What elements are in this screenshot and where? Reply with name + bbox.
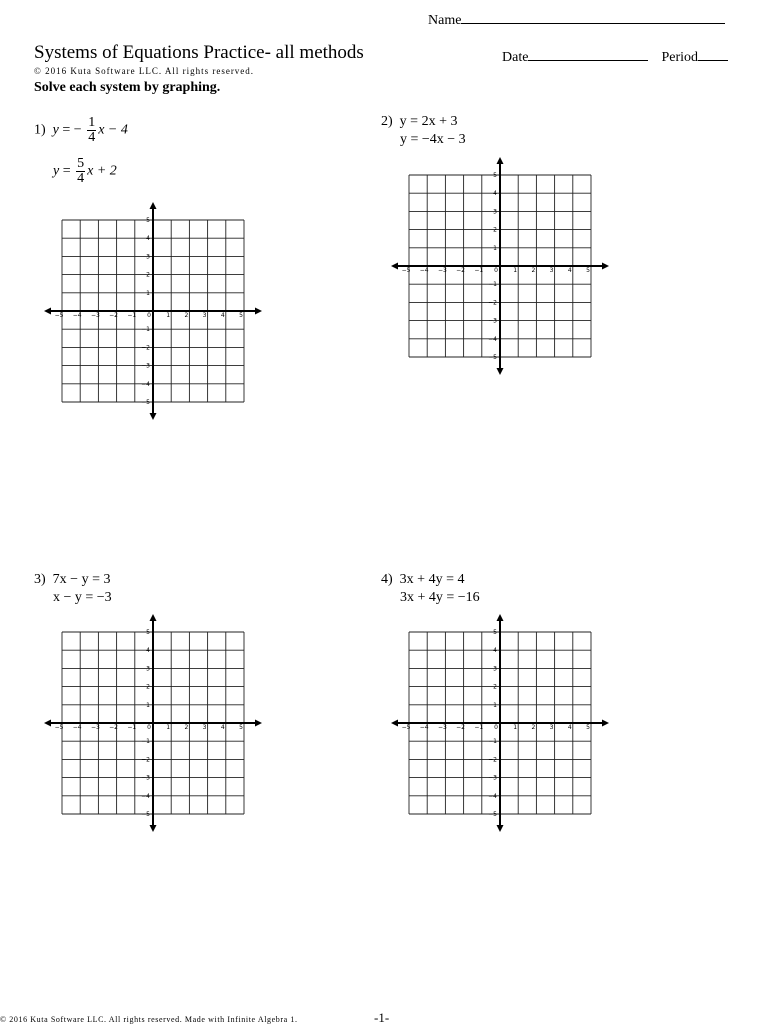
x-tick-label: −1 — [474, 267, 484, 274]
problem-4-eq1: 3x + 4y = 4 — [399, 572, 465, 587]
y-tick-label: 4 — [493, 190, 497, 198]
y-tick-label: −5 — [141, 811, 150, 818]
y-tick-label: 4 — [146, 647, 150, 655]
y-tick-label: 3 — [146, 665, 150, 673]
x-tick-label: 1 — [166, 724, 171, 731]
x-axis-arrow-left — [44, 308, 51, 315]
y-tick-label: −4 — [141, 380, 150, 388]
x-axis-arrow-right — [602, 263, 609, 270]
x-tick-label: 2 — [184, 312, 189, 319]
eq-rest: x − 4 — [98, 122, 128, 138]
x-tick-label: 2 — [531, 724, 536, 731]
name-blank[interactable] — [461, 10, 725, 24]
y-tick-label: 2 — [146, 271, 150, 279]
x-tick-label: 2 — [184, 724, 189, 731]
y-tick-label: −1 — [141, 326, 150, 334]
y-tick-label: 5 — [146, 629, 150, 636]
problem-1-eq1 — [34, 116, 128, 145]
y-axis-arrow-down — [150, 825, 157, 832]
y-tick-label: −4 — [141, 792, 150, 800]
y-axis-arrow-up — [150, 614, 157, 621]
x-tick-label: −5 — [54, 312, 64, 319]
x-tick-label: 3 — [202, 724, 207, 731]
problem-3-number: 3) — [34, 572, 46, 587]
footer-copyright: © 2016 Kuta Software LLC. All rights reserved. Made with Infinite Algebra 1. — [0, 1015, 298, 1024]
y-tick-label: 2 — [146, 683, 150, 691]
y-tick-label: 5 — [146, 217, 150, 224]
eq-sign: = − — [62, 122, 82, 138]
problem-4-number: 4) — [381, 572, 393, 587]
x-tick-label: 5 — [239, 312, 243, 319]
x-tick-label: 4 — [220, 312, 225, 319]
x-axis-arrow-left — [391, 263, 398, 270]
problem-2-eq2: y = −4x − 3 — [400, 132, 466, 147]
graph-grid-2[interactable] — [389, 155, 607, 377]
y-tick-label: −3 — [141, 774, 150, 782]
name-field[interactable] — [428, 10, 725, 29]
x-tick-label: −4 — [72, 312, 82, 319]
y-tick-label: −3 — [488, 317, 497, 325]
fraction: $\frac{5}{4}$ — [77, 156, 85, 186]
x-tick-label: 3 — [549, 724, 554, 731]
x-tick-label: 5 — [586, 724, 590, 731]
y-tick-label: 1 — [493, 701, 497, 709]
y-axis-arrow-down — [497, 368, 504, 375]
eq-sign: = — [62, 163, 71, 179]
worksheet-title: Systems of Equations Practice- all methods — [34, 42, 364, 63]
x-tick-label: −3 — [437, 724, 447, 731]
x-tick-label: 0 — [494, 724, 498, 731]
graph-grid-4[interactable] — [389, 612, 607, 834]
problem-2-eq1: y = 2x + 3 — [399, 114, 458, 129]
x-tick-label: −4 — [72, 724, 82, 731]
x-tick-label: −1 — [127, 724, 137, 731]
x-tick-label: 0 — [147, 312, 151, 319]
eq-rest: x + 2 — [87, 163, 117, 179]
x-tick-label: 2 — [531, 267, 536, 274]
x-tick-label: −1 — [474, 724, 484, 731]
problem-2 — [381, 113, 466, 149]
y-tick-label: −2 — [141, 756, 150, 764]
y-tick-label: −2 — [488, 299, 497, 307]
date-blank[interactable] — [528, 47, 648, 61]
x-tick-label: −5 — [401, 267, 411, 274]
x-tick-label: −5 — [401, 724, 411, 731]
y-tick-label: −5 — [141, 399, 150, 406]
y-tick-label: 2 — [493, 226, 497, 234]
x-tick-label: −2 — [456, 267, 466, 274]
x-tick-label: −1 — [127, 312, 137, 319]
x-axis-arrow-left — [391, 720, 398, 727]
x-tick-label: −3 — [90, 312, 100, 319]
x-tick-label: 1 — [513, 724, 518, 731]
y-axis-arrow-up — [150, 202, 157, 209]
x-tick-label: −2 — [109, 724, 119, 731]
y-tick-label: −1 — [488, 281, 497, 289]
problem-3 — [34, 571, 112, 607]
x-tick-label: −4 — [419, 724, 429, 731]
x-tick-label: 0 — [494, 267, 498, 274]
name-label: Name — [428, 13, 462, 28]
y-tick-label: 1 — [146, 289, 150, 297]
x-tick-label: −3 — [437, 267, 447, 274]
x-axis-arrow-right — [255, 308, 262, 315]
x-tick-label: 3 — [202, 312, 207, 319]
x-tick-label: 1 — [166, 312, 171, 319]
coordinate-plane[interactable] — [389, 612, 607, 834]
problem-3-eq2: x − y = −3 — [53, 590, 112, 605]
eq-var: y — [53, 163, 60, 179]
x-tick-label: 1 — [513, 267, 518, 274]
date-label: Date — [502, 50, 529, 65]
x-axis-arrow-right — [602, 720, 609, 727]
y-tick-label: −3 — [141, 362, 150, 370]
problem-4-eq2: 3x + 4y = −16 — [400, 590, 480, 605]
date-period-row — [502, 47, 728, 66]
graph-grid-1[interactable] — [42, 200, 260, 422]
y-tick-label: −3 — [488, 774, 497, 782]
x-tick-label: 3 — [549, 267, 554, 274]
x-tick-label: −2 — [456, 724, 466, 731]
y-axis-arrow-down — [497, 825, 504, 832]
y-tick-label: −5 — [488, 354, 497, 361]
x-axis-arrow-left — [44, 720, 51, 727]
y-tick-label: −4 — [488, 335, 497, 343]
coordinate-plane[interactable] — [389, 155, 607, 377]
y-tick-label: −1 — [488, 738, 497, 746]
period-label: Period — [661, 50, 698, 65]
y-tick-label: 3 — [493, 208, 497, 216]
copyright-notice: © 2016 Kuta Software LLC. All rights reserved. — [34, 66, 255, 76]
x-tick-label: −2 — [109, 312, 119, 319]
eq-var: y — [52, 122, 59, 138]
y-tick-label: −4 — [488, 792, 497, 800]
coordinate-plane[interactable] — [42, 612, 260, 834]
problem-1-eq2 — [53, 157, 117, 186]
instructions: Solve each system by graphing. — [34, 80, 221, 95]
x-tick-label: 4 — [567, 267, 572, 274]
x-tick-label: −5 — [54, 724, 64, 731]
y-tick-label: 5 — [493, 172, 497, 179]
y-tick-label: −1 — [141, 738, 150, 746]
y-tick-label: −5 — [488, 811, 497, 818]
coordinate-plane[interactable] — [42, 200, 260, 422]
fraction: $\frac{1}{4}$ — [88, 115, 96, 145]
y-tick-label: 2 — [493, 683, 497, 691]
y-tick-label: 1 — [146, 701, 150, 709]
x-tick-label: 5 — [239, 724, 243, 731]
problem-2-number: 2) — [381, 114, 393, 129]
y-tick-label: −2 — [488, 756, 497, 764]
period-blank[interactable] — [698, 47, 728, 61]
page-number: -1- — [374, 1010, 390, 1025]
x-tick-label: 5 — [586, 267, 590, 274]
x-tick-label: −3 — [90, 724, 100, 731]
problem-3-eq1: 7x − y = 3 — [52, 572, 111, 587]
graph-grid-3[interactable] — [42, 612, 260, 834]
y-tick-label: 3 — [146, 253, 150, 261]
y-axis-arrow-down — [150, 413, 157, 420]
y-axis-arrow-up — [497, 614, 504, 621]
x-axis-arrow-right — [255, 720, 262, 727]
y-axis-arrow-up — [497, 157, 504, 164]
y-tick-label: 4 — [146, 235, 150, 243]
x-tick-label: 0 — [147, 724, 151, 731]
x-tick-label: 4 — [567, 724, 572, 731]
x-tick-label: 4 — [220, 724, 225, 731]
y-tick-label: 5 — [493, 629, 497, 636]
y-tick-label: −2 — [141, 344, 150, 352]
y-tick-label: 3 — [493, 665, 497, 673]
y-tick-label: 4 — [493, 647, 497, 655]
x-tick-label: −4 — [419, 267, 429, 274]
problem-1-number: 1) — [34, 122, 46, 138]
problem-4 — [381, 571, 480, 607]
y-tick-label: 1 — [493, 244, 497, 252]
